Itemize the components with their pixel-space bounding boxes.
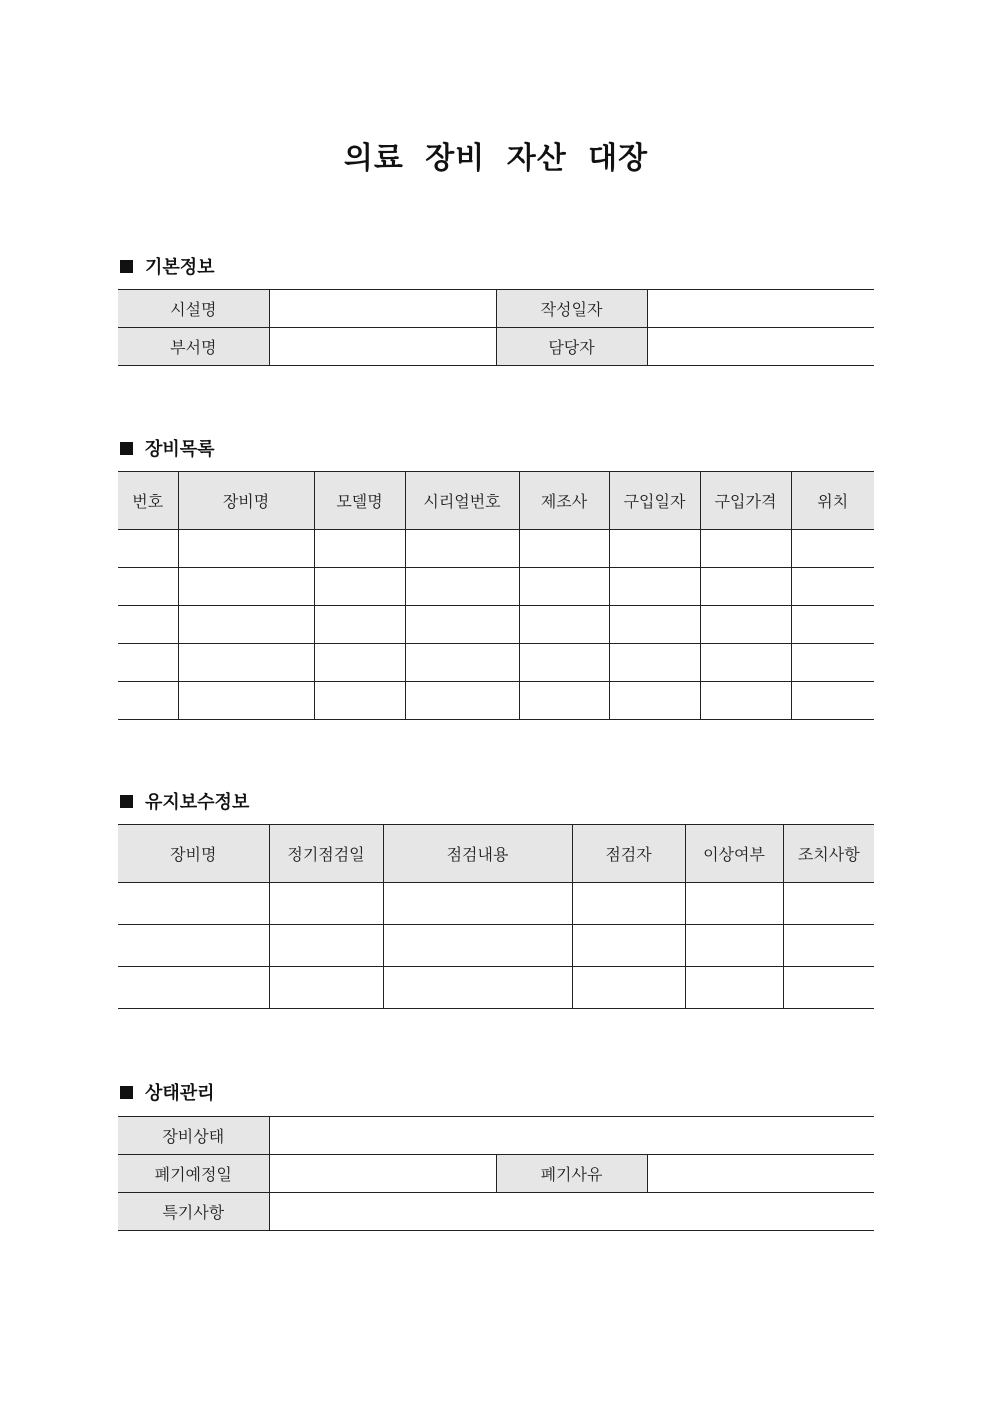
table-cell[interactable] [118, 644, 178, 682]
table-row [118, 925, 874, 967]
section-title-status-text: 상태관리 [145, 1083, 215, 1104]
table-cell[interactable] [178, 568, 314, 606]
col-header-equipment-name: 장비명 [178, 472, 314, 530]
maintenance-rows [118, 883, 874, 1009]
square-bullet-icon [120, 1086, 133, 1099]
table-cell[interactable] [118, 925, 269, 967]
col-header-abnormal: 이상여부 [685, 825, 783, 883]
label-remarks: 특기사항 [118, 1193, 269, 1231]
table-cell[interactable] [519, 644, 609, 682]
table-cell[interactable] [791, 530, 874, 568]
table-cell[interactable] [700, 682, 791, 720]
table-cell[interactable] [783, 925, 874, 967]
facility-name-field[interactable] [269, 290, 496, 328]
table-cell[interactable] [118, 606, 178, 644]
table-cell[interactable] [609, 530, 700, 568]
table-cell[interactable] [269, 883, 383, 925]
label-disposal-reason: 폐기사유 [496, 1155, 647, 1193]
table-cell[interactable] [405, 606, 519, 644]
table-cell[interactable] [572, 967, 685, 1009]
table-cell[interactable] [314, 606, 405, 644]
section-title-basic [120, 253, 215, 279]
table-cell[interactable] [700, 644, 791, 682]
square-bullet-icon [120, 795, 133, 808]
table-cell[interactable] [118, 568, 178, 606]
table-cell[interactable] [783, 883, 874, 925]
table-cell[interactable] [609, 682, 700, 720]
table-cell[interactable] [519, 682, 609, 720]
table-cell[interactable] [178, 644, 314, 682]
table-cell[interactable] [572, 925, 685, 967]
status-table [118, 1116, 874, 1231]
manager-field[interactable] [647, 328, 874, 366]
table-cell[interactable] [269, 967, 383, 1009]
label-department: 부서명 [118, 328, 269, 366]
table-cell[interactable] [178, 606, 314, 644]
table-cell[interactable] [314, 644, 405, 682]
table-row [118, 967, 874, 1009]
table-cell[interactable] [405, 568, 519, 606]
label-written-date: 작성일자 [496, 290, 647, 328]
table-cell[interactable] [118, 530, 178, 568]
table-cell[interactable] [783, 967, 874, 1009]
equipment-table [118, 471, 874, 720]
table-cell[interactable] [383, 925, 572, 967]
section-title-maintenance [120, 788, 249, 814]
section-title-equipment [120, 435, 215, 461]
table-row [118, 644, 874, 682]
table-cell[interactable] [609, 606, 700, 644]
section-title-maintenance-text: 유지보수정보 [145, 792, 250, 813]
table-row [118, 682, 874, 720]
table-cell[interactable] [685, 883, 783, 925]
table-cell[interactable] [269, 925, 383, 967]
col-header-manufacturer: 제조사 [519, 472, 609, 530]
table-cell[interactable] [314, 568, 405, 606]
col-header-action: 조치사항 [783, 825, 874, 883]
table-row [118, 883, 874, 925]
disposal-reason-field[interactable] [647, 1155, 874, 1193]
col-header-inspector: 점검자 [572, 825, 685, 883]
table-cell[interactable] [314, 682, 405, 720]
table-cell[interactable] [405, 530, 519, 568]
table-cell[interactable] [519, 606, 609, 644]
col-header-equipment-name: 장비명 [118, 825, 269, 883]
col-header-inspection-date: 정기점검일 [269, 825, 383, 883]
table-cell[interactable] [791, 606, 874, 644]
col-header-serial: 시리얼번호 [405, 472, 519, 530]
table-cell[interactable] [314, 530, 405, 568]
square-bullet-icon [120, 260, 133, 273]
table-cell[interactable] [685, 925, 783, 967]
table-cell[interactable] [178, 530, 314, 568]
table-row [118, 1117, 874, 1155]
table-header-row [118, 472, 874, 530]
table-row [118, 1193, 874, 1231]
square-bullet-icon [120, 442, 133, 455]
table-cell[interactable] [700, 530, 791, 568]
table-cell[interactable] [791, 568, 874, 606]
written-date-field[interactable] [647, 290, 874, 328]
table-row [118, 606, 874, 644]
table-row [118, 328, 874, 366]
table-cell[interactable] [609, 568, 700, 606]
equipment-status-field[interactable] [269, 1117, 874, 1155]
table-cell[interactable] [405, 682, 519, 720]
col-header-number: 번호 [118, 472, 178, 530]
table-cell[interactable] [383, 967, 572, 1009]
table-cell[interactable] [405, 644, 519, 682]
section-title-equipment-text: 장비목록 [145, 439, 215, 460]
table-row [118, 290, 874, 328]
table-cell[interactable] [519, 568, 609, 606]
table-row [118, 530, 874, 568]
table-cell[interactable] [178, 682, 314, 720]
label-facility-name: 시설명 [118, 290, 269, 328]
table-cell[interactable] [609, 644, 700, 682]
table-cell[interactable] [118, 883, 269, 925]
equipment-rows [118, 530, 874, 720]
table-cell[interactable] [700, 568, 791, 606]
table-cell[interactable] [572, 883, 685, 925]
col-header-purchase-date: 구입일자 [609, 472, 700, 530]
table-cell[interactable] [383, 883, 572, 925]
table-cell[interactable] [118, 682, 178, 720]
label-manager: 담당자 [496, 328, 647, 366]
table-header-row [118, 825, 874, 883]
table-cell[interactable] [700, 606, 791, 644]
table-cell[interactable] [791, 644, 874, 682]
table-cell[interactable] [685, 967, 783, 1009]
section-title-basic-text: 기본정보 [145, 257, 215, 278]
col-header-purchase-price: 구입가격 [700, 472, 791, 530]
table-row [118, 568, 874, 606]
col-header-location: 위치 [791, 472, 874, 530]
maintenance-table [118, 824, 874, 1009]
table-cell[interactable] [118, 967, 269, 1009]
label-equipment-status: 장비상태 [118, 1117, 269, 1155]
table-cell[interactable] [791, 682, 874, 720]
col-header-model: 모델명 [314, 472, 405, 530]
page-title: 의료 장비 자산 대장 [343, 141, 649, 176]
remarks-field[interactable] [269, 1193, 874, 1231]
label-disposal-date: 폐기예정일 [118, 1155, 269, 1193]
basic-info-table [118, 289, 874, 366]
department-field[interactable] [269, 328, 496, 366]
table-row [118, 1155, 874, 1193]
section-title-status [120, 1079, 215, 1105]
disposal-date-field[interactable] [269, 1155, 496, 1193]
table-cell[interactable] [519, 530, 609, 568]
col-header-inspection-content: 점검내용 [383, 825, 572, 883]
